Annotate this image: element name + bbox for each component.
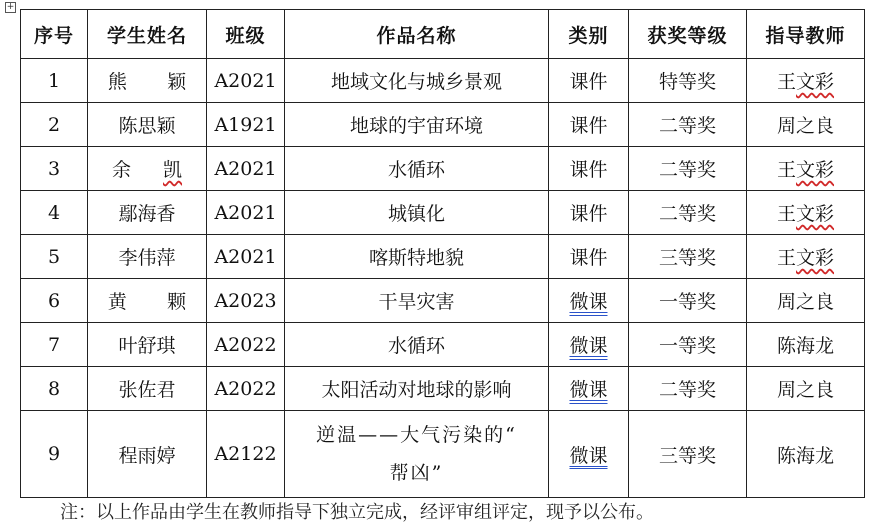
table-row [21,147,865,191]
cell-student-name: 李伟萍 [88,235,207,279]
cell-class: A2022 [207,367,285,411]
table-row [21,191,865,235]
cell-class: A2021 [207,191,285,235]
cell-number: 3 [21,147,88,191]
grammar-underline: 微课 [569,335,608,357]
awards-table [20,9,865,498]
cell-award: 一等奖 [629,279,747,323]
cell-class: A2021 [207,235,285,279]
cell-award: 三等奖 [629,411,747,498]
cell-number: 1 [21,59,88,103]
cell-student-name: 余 凯 [88,147,207,191]
spellcheck-underline: 文彩 [796,71,835,93]
table-row [21,411,865,498]
cell-teacher: 周之良 [747,279,865,323]
cell-category: 课件 [549,147,629,191]
cell-work-title: 城镇化 [285,191,549,235]
cell-work-title: 水循环 [285,147,549,191]
cell-number: 5 [21,235,88,279]
cell-teacher: 陈海龙 [747,323,865,367]
cell-award: 一等奖 [629,323,747,367]
cell-teacher: 王文彩 [747,191,865,235]
header-teacher: 指导教师 [747,10,865,59]
cell-award: 三等奖 [629,235,747,279]
table-header-row [21,10,865,59]
cell-work-title: 水循环 [285,323,549,367]
cell-class: A2122 [207,411,285,498]
cell-student-name: 鄢海香 [88,191,207,235]
cell-student-name: 叶舒琪 [88,323,207,367]
spellcheck-underline: 文彩 [796,203,835,225]
cell-category: 课件 [549,235,629,279]
grammar-underline: 微课 [569,444,608,467]
cell-category [549,367,629,411]
cell-category [549,411,629,498]
cell-class: A2021 [207,147,285,191]
cell-category: 课件 [549,103,629,147]
cell-number: 6 [21,279,88,323]
table-row [21,59,865,103]
cell-number: 7 [21,323,88,367]
cell-teacher: 周之良 [747,103,865,147]
cell-award: 二等奖 [629,147,747,191]
cell-category: 课件 [549,59,629,103]
spellcheck-underline: 文彩 [796,159,835,181]
cell-work-title: 喀斯特地貌 [285,235,549,279]
body-paragraph-cutoff [60,496,840,523]
cell-category: 课件 [549,191,629,235]
cell-number: 8 [21,367,88,411]
cell-number: 9 [21,411,88,498]
cell-student-name: 陈思颖 [88,103,207,147]
cell-work-title: 地球的宇宙环境 [285,103,549,147]
header-student-name: 学生姓名 [88,10,207,59]
cell-class: A2023 [207,279,285,323]
cell-award: 二等奖 [629,103,747,147]
cell-number: 2 [21,103,88,147]
table-row [21,235,865,279]
cell-teacher: 周之良 [747,367,865,411]
cell-teacher: 王文彩 [747,235,865,279]
cell-class: A2021 [207,59,285,103]
grammar-underline: 微课 [569,379,608,401]
table-move-handle-icon[interactable]: + [6,2,15,12]
cell-student-name: 程雨婷 [88,411,207,498]
cell-teacher: 王文彩 [747,59,865,103]
cell-student-name: 黄 颗 [88,279,207,323]
cell-teacher: 王文彩 [747,147,865,191]
cell-award: 二等奖 [629,367,747,411]
cell-class: A1921 [207,103,285,147]
spellcheck-underline: 文彩 [796,247,835,269]
cell-student-name: 张佐君 [88,367,207,411]
spellcheck-underline: 凯 [163,159,183,181]
cell-number: 4 [21,191,88,235]
table-row [21,367,865,411]
grammar-underline: 微课 [569,291,608,313]
cell-work-title: 地域文化与城乡景观 [285,59,549,103]
table-row [21,103,865,147]
header-category: 类别 [549,10,629,59]
table-row [21,323,865,367]
header-award-level: 获奖等级 [629,10,747,59]
cell-category [549,279,629,323]
paragraph-text: 注：以上作品由学生在教师指导下独立完成，经评审组评定，现予以公布。 [60,502,654,523]
cell-work-title: 太阳活动对地球的影响 [285,367,549,411]
table-row [21,279,865,323]
cell-award: 二等奖 [629,191,747,235]
cell-category [549,323,629,367]
cell-work-title: 逆温——大气污染的“ 帮凶” [285,411,549,498]
cell-class: A2022 [207,323,285,367]
cell-award: 特等奖 [629,59,747,103]
header-work-title: 作品名称 [285,10,549,59]
header-number: 序号 [21,10,88,59]
header-class: 班级 [207,10,285,59]
cell-teacher: 陈海龙 [747,411,865,498]
cell-work-title: 干旱灾害 [285,279,549,323]
cell-student-name: 熊 颖 [88,59,207,103]
